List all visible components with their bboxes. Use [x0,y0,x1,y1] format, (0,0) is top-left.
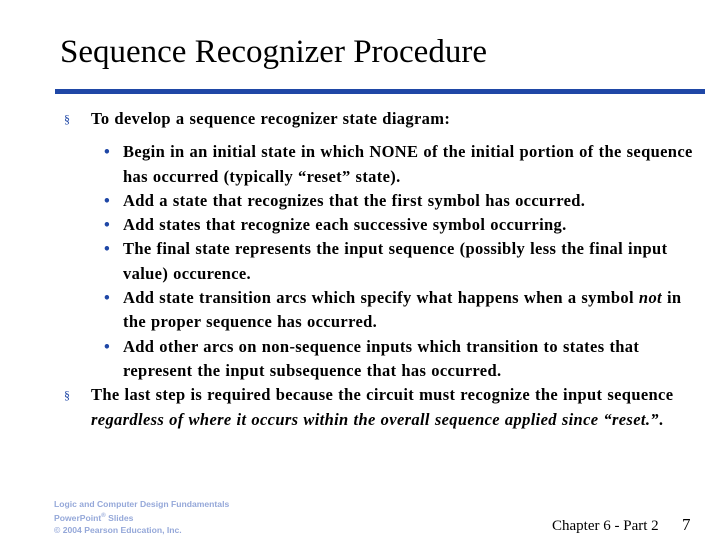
slide-title: Sequence Recognizer Procedure [60,34,487,70]
bullet-item-last-step [64,383,681,432]
bullet-marker: • [104,190,111,210]
logo-line-slides: PowerPoint® Slides [54,512,134,523]
sub-bullet-text-start: Add state transition arcs which specify what happens when a symbol [123,288,639,308]
sub-bullet-item [104,286,693,335]
sub-bullet-text: Begin in an initial state in which NONE of the initial portion of the sequence has occurred (typically “reset” state). [123,142,693,186]
bullet-marker: • [104,288,111,308]
sub-bullet-item [104,237,693,286]
bullet-marker: • [104,239,111,259]
sub-bullet-text: Add a state that recognizes that the first symbol has occurred. [123,190,586,210]
bullet-text-start: The last step is required because the circuit must recognize the input sequence [91,385,674,405]
chapter-footer: Chapter 6 - Part 2 [552,518,659,534]
square-bullet-icon: § [64,388,71,403]
publisher-logo [54,498,242,540]
sub-bullet-item [104,213,693,237]
bullet-text [91,385,673,428]
bullet-marker: • [104,142,111,162]
logo-line-copyright: © 2004 Pearson Education, Inc. [54,524,182,535]
bullet-item-develop [64,107,681,131]
bullet-marker: • [104,215,111,235]
page-number: 7 [682,515,691,534]
sub-bullet-text: Add states that recognize each successive symbol occurring. [123,215,567,235]
slide-body [0,107,720,432]
sub-bullet-text [123,288,681,331]
emphasis-text: regardless of where it occurs within the overall sequence applied since “reset.” [91,409,659,429]
bullet-text: To develop a sequence recognizer state diagram: [91,109,451,128]
square-bullet-icon: § [64,112,71,126]
title-divider [55,89,705,94]
sub-bullet-text: Add other arcs on non-sequence inputs which transition to states that represent the input subsequence that has occurred. [123,336,640,380]
bullet-text-end: . [658,409,664,429]
emphasis-text: not [638,288,662,308]
sub-bullet-item [104,189,693,213]
sub-bullet-text: The final state represents the input sequence (possibly less the final input value) occurence. [123,239,668,283]
bullet-marker: • [104,336,111,356]
sub-bullet-item [104,335,693,384]
logo-line-title: Logic and Computer Design Fundamentals [54,499,230,509]
sub-bullet-item [104,140,693,189]
sub-bullet-text-end: in the proper sequence has occurred. [123,288,682,332]
